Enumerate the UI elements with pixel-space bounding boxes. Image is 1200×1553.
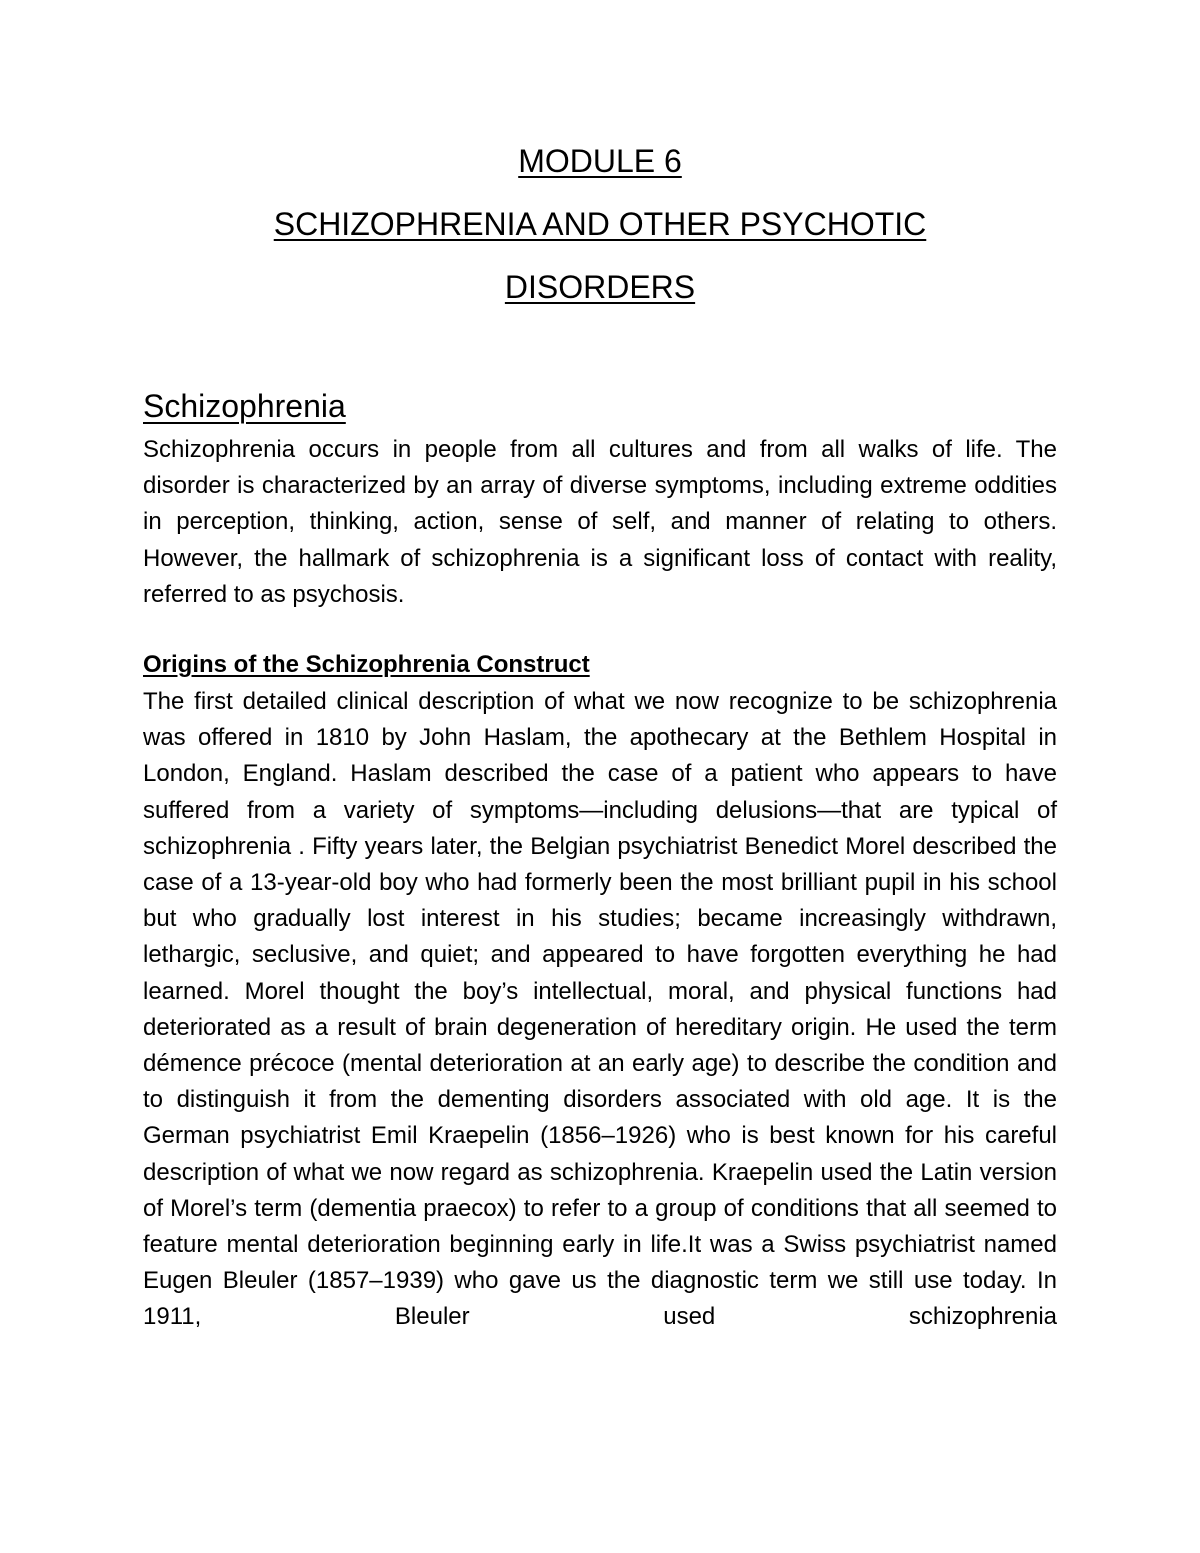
module-subtitle-line-2: DISORDERS <box>504 269 696 305</box>
intro-paragraph: Schizophrenia occurs in people from all cultures and from all walks of life. The disorder is characterized by an array of diverse symptoms, including extreme oddities in perception, thinking, action, sense of self, and manner of relating to others. However, the hallmark of schizophrenia is a significant loss of contact with reality, referred to as psychosis. <box>143 436 1057 608</box>
document-page <box>143 0 1057 1553</box>
section-heading: Schizophrenia <box>143 388 346 424</box>
module-title: MODULE 6 <box>518 143 682 179</box>
body-paragraph: The first detailed clinical description of what we now recognize to be schizophrenia was offered in 1810 by John Haslam, the apothecary at the Bethlem Hospital in London, England. Haslam described the case of a patient who appears to have suffered from a variety of symptoms—including delusions—that are typical of schizophrenia . Fifty years later, the Belgian psychiatrist Benedict Morel described the case of a 13-year-old boy who had formerly been the most brilliant pupil in his school but who gradually lost interest in his studies; became increasingly withdrawn, lethargic, seclusive, and quiet; and appeared to have forgotten everything he had learned. Morel thought the boy’s intellectual, moral, and physical functions had deteriorated as a result of brain degeneration of hereditary origin. He used the term démence précoce (mental deterioration at an early age) to describe the condition and to distinguish it from the dementing disorders associated with old age. It is the German psychiatrist Emil Kraepelin (1856–1926) who is best known for his careful description of what we now regard as schizophrenia. Kraepelin used the Latin version of Morel’s term (dementia praecox) to refer to a group of conditions that all seemed to feature mental deterioration beginning early in life.It was a Swiss psychiatrist named Eugen Bleuler (1857–1939) who gave us the diagnostic term we still use today. In 1911, Bleuler used schizophrenia <box>143 688 1057 1331</box>
subsection-heading: Origins of the Schizophrenia Construct <box>143 651 590 678</box>
module-subtitle-line-1: SCHIZOPHRENIA AND OTHER PSYCHOTIC <box>273 206 927 242</box>
